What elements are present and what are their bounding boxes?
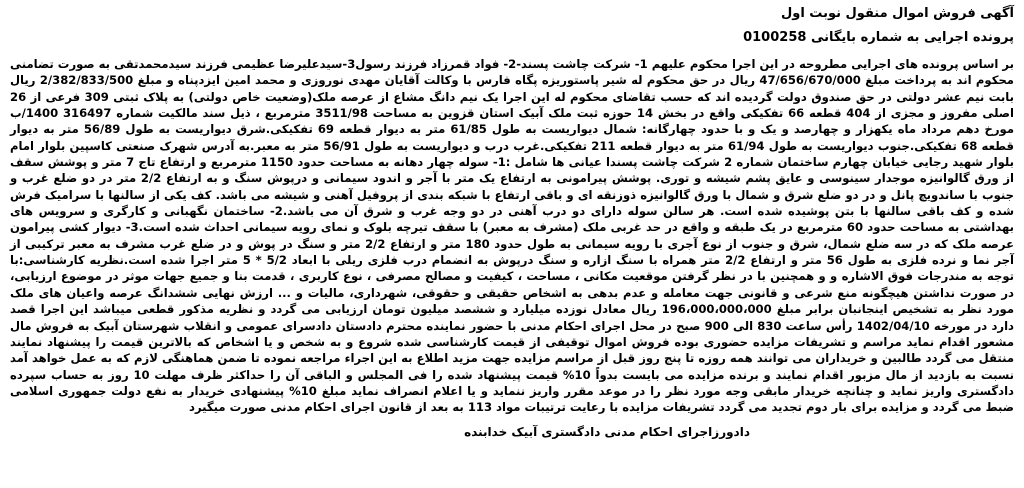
notice-signature: دادورزاجرای احکام مدنی دادگستری آبیک خدابنده bbox=[464, 424, 750, 439]
notice-title: آگهی فروش اموال منقول نوبت اول bbox=[780, 6, 1014, 21]
file-number: پرونده اجرایی به شماره بایگانی 0100258 bbox=[743, 30, 1014, 45]
notice-body: بر اساس پرونده های اجرایی مطروحه در این اجرا محکوم علیهم 1- شرکت چاشت پسند-2- فواد قمرزاد فرزند رسول3-سیدعلیرضا عظیمی فرزند سیدمحمدتقی به صورت تضامنی محکوم اند به پرداخت مبلغ 47/656/670/000 ریال در حق محکوم له شیر پاستوریزه پگاه فارس با وکالت آقایان مهدی نوروزی و محمد امین ایزدپناه و مبلغ 2/382/833/500 ریال بابت نیم عشر دولتی در حق صندوق دولت گردیده اند که حسب تقاضای محکوم له این اجرا یک نیم دانگ مشاع از عرصه ملک(وضعیت خاص دولتی) به پلاک ثبتی 309 فرعی از 26 اصلی مفروز و مجزی از 404 قطعه 66 تفکیکی واقع در بخش 14 حوزه ثبت ملک آبیک استان قزوین به مساحت 3511/98 مترمربع ، ذیل سند مالکیت شماره 316497 1400/ب مورخ دهم مرداد ماه یکهزار و چهارصد و یک و با حدود چهارگانه: شمال دیواریست به طول 61/85 متر به دیوار قطعه 69 تفکیکی.شرق دیواریست به طول 56/89 متر به دیوار قطعه 68 تفکیکی.جنوب دیواریست به طول 61/94 متر به دیوار قطعه 211 تفکیکی.غرب درب و دیواریست به طول 56/91 متر به معبر.به آدرس شهرک صنعتی کاسپین بلوار امام بلوار شهید رجایی خیابان چهارم ساختمان شماره 2 شرکت چاشت پسندا عیانی ها شامل :1- سوله چهار دهانه به مساحت حدود 1150 مترمربع و ارتفاع تاج 7 متر و پوشش سقف از ورق گالوانیزه موجدار سینوسی و عایق پشم شیشه و توری. پوشش پیرامونی به ارتفاع یک متر با آجر و اندود سیمانی و درپوش سنگ و به ارتفاع 2/2 متر در دو ضلع غرب و جنوب با ساندویچ پانل و در دو ضلع شرق و شمال با ورق گالوانیزه ذوزنقه ای و باقی ارتفاع با شبکه بندی از پروفیل آهنی و شیشه می باشد. کف یکی از سالنها با سرامیک فرش شده و کف باقی سالنها با بتن پوشیده شده است. هر سالن سوله دارای دو درب آهنی در دو وجه غرب و شرق آن می باشد.2- ساختمان نگهبانی و کارگری و سرویس های بهداشتی به مساحت حدود 60 مترمربع در یک طبقه و واقع در حد غربی ملک (مشرف به معبر) با سقف تیرچه بلوک و نمای رویه سیمانی احداث شده است.3- دیوار کشی پیرامون عرصه ملک که در سه ضلع شمال، شرق و جنوب از نوع آجری با رویه سیمانی به طول حدود 180 متر و ارتفاع 2/2 متر و سنگ در پوش و در ضلع غرب مشرف به معبر ترکیبی از آجر نما و نرده فلزی به طول 56 متر و ارتفاع 2/2 متر همراه با سنگ ازاره و سنگ درپوش به انضمام درب فلزی ریلی با ابعاد 5/2 * 5 متر اجرا شده است.نظریه کارشناسی:با توجه به مندرجات فوق الاشاره و و همچنین با در نظر گرفتن موقعیت مکانی ، مساحت ، کیفیت و مصالح مصرفی ، نوع کاربری ، قدمت بنا و جمیع جهات موثر در موضوع ارزیابی، در صورت نداشتن هیچگونه منع شرعی و قانونی جهت معامله و عدم بدهی به اشخاص حقیقی و حقوقی، شهرداری، مالیات و ... ارزش نهایی ششدانگ عرصه واعیان های ملک مورد نظر به تشخیص اینجانبان برابر مبلغ 196،000،000،000 ریال معادل نوزده میلیارد و ششصد میلیون تومان ارزیابی می گردد و نظریه مذکور قطعی میباشد این اجرا قصد دارد در مورخه 1402/04/10 رأس ساعت 830 الی 900 صبح در محل اجرای احکام مدنی با حضور نماینده محترم دادستان دادسرای عمومی و انقلاب شهرستان آبیک به فروش مال مشعور اقدام نماید مراسم و تشریفات مزایده حضوری بوده فروش اموال توقیفی از قیمت کارشناسی شده شروع و به شخص و یا اشخاص که بالاترین قیمت را پیشنهاد نمایند منتقل می گردد طالبین و خریداران می توانند همه روزه تا پنج روز قبل از مراسم مزایده جهت مزید اطلاع به این اجراء مراجعه نموده تا ضمن هماهنگی لازم که به عمل خواهد آمد نسبت به بازدید از مال مزبور اقدام نمایند و برنده مزایده می بایست بدواً 10% قیمت پیشنهاد شده را فی المجلس و الباقی آن را حداکثر ظرف مهلت 10 روز به حساب سپرده دادگستری واریز نماید و چنانچه خریدار مابقی وجه مورد نظر را در موعد مقرر واریز ننماید و یا اعلام انصراف نماید مبلغ 10% پیشنهادی خریدار به نفع دولت جمهوری اسلامی ضبط می گردد و مزایده برای بار دوم تجدید می گردد تشریفات مزایده با رعایت ترتیبات مواد 113 به بعد از قانون اجرای احکام مدنی صورت میگیرد bbox=[10, 57, 1015, 415]
